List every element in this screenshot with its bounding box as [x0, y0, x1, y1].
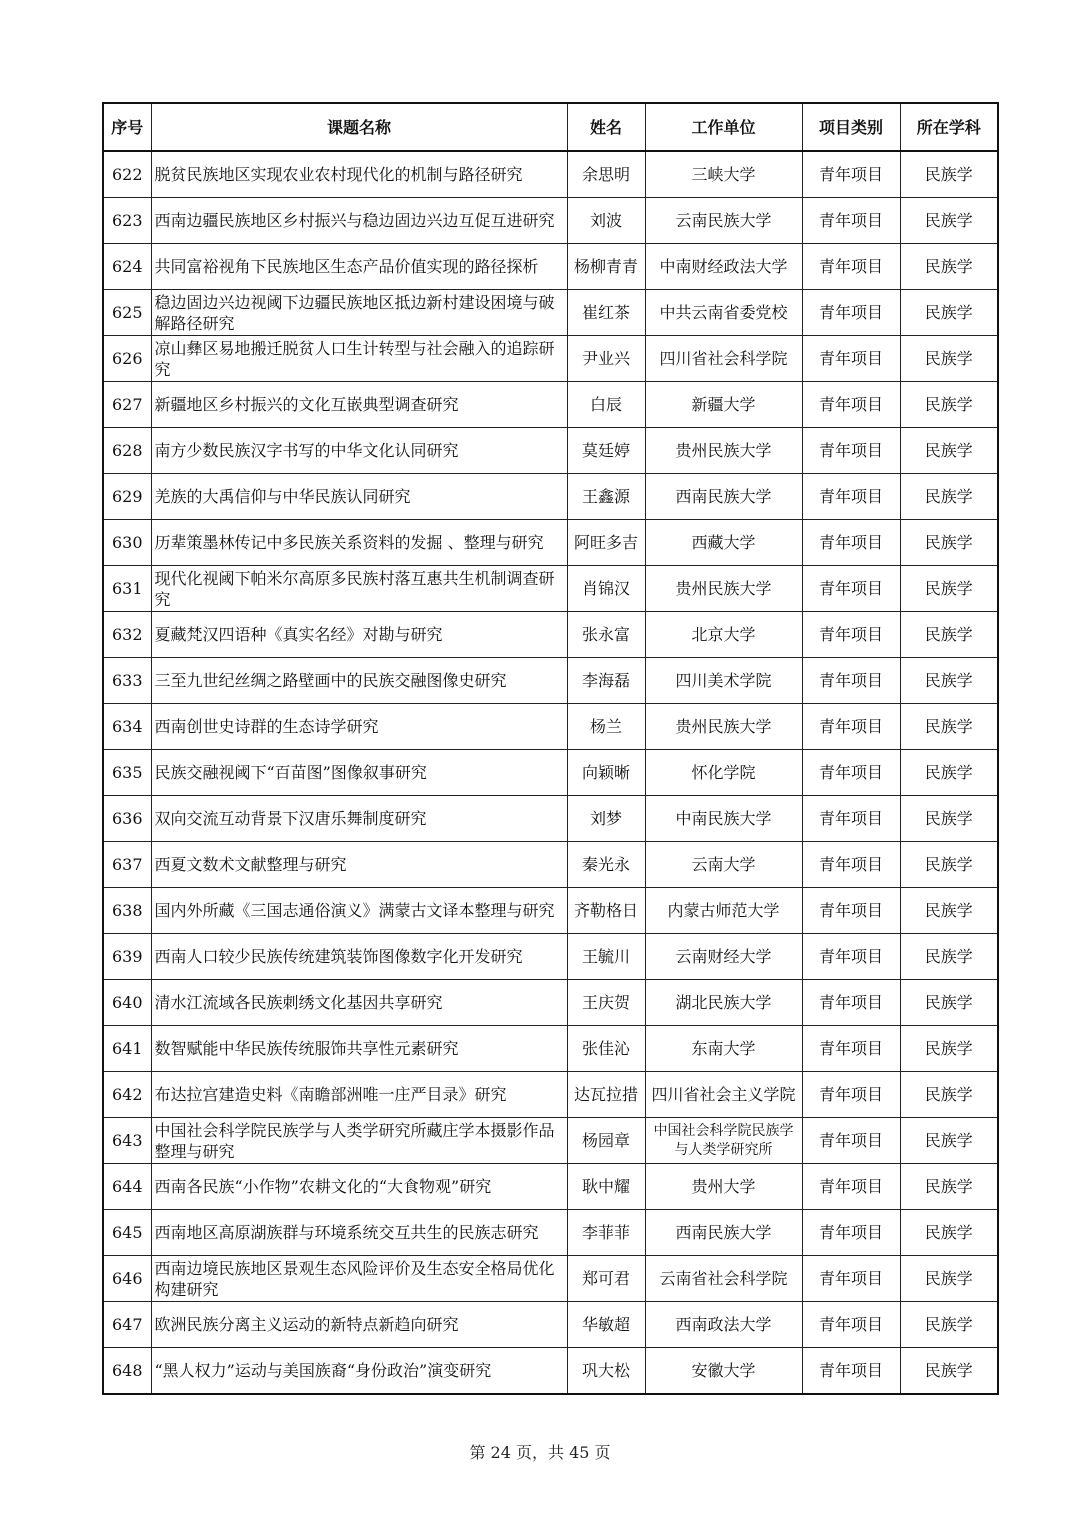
cell-unit: 中共云南省委党校: [645, 290, 802, 336]
cell-unit: 云南财经大学: [645, 934, 802, 980]
cell-name: 莫廷婷: [567, 428, 645, 474]
cell-title: “黑人权力”运动与美国族裔“身份政治”演变研究: [151, 1348, 567, 1395]
cell-title: 西南创世史诗群的生态诗学研究: [151, 704, 567, 750]
cell-no: 622: [103, 151, 151, 198]
cell-subject: 民族学: [900, 244, 998, 290]
cell-name: 李菲菲: [567, 1210, 645, 1256]
cell-subject: 民族学: [900, 1256, 998, 1302]
cell-title: 南方少数民族汉字书写的中华文化认同研究: [151, 428, 567, 474]
cell-no: 637: [103, 842, 151, 888]
table-row: [103, 796, 998, 842]
cell-name: 肖锦汉: [567, 566, 645, 612]
cell-no: 647: [103, 1302, 151, 1348]
table-row: [103, 1118, 998, 1164]
cell-unit: 西南民族大学: [645, 474, 802, 520]
cell-type: 青年项目: [802, 336, 900, 382]
project-table: [102, 102, 999, 1395]
cell-subject: 民族学: [900, 1026, 998, 1072]
cell-type: 青年项目: [802, 980, 900, 1026]
cell-type: 青年项目: [802, 750, 900, 796]
table-row: [103, 566, 998, 612]
table-row: [103, 428, 998, 474]
cell-name: 刘梦: [567, 796, 645, 842]
cell-name: 王庆贺: [567, 980, 645, 1026]
cell-subject: 民族学: [900, 658, 998, 704]
cell-name: 王毓川: [567, 934, 645, 980]
cell-name: 尹业兴: [567, 336, 645, 382]
cell-no: 636: [103, 796, 151, 842]
cell-title: 欧洲民族分离主义运动的新特点新趋向研究: [151, 1302, 567, 1348]
table-header: [103, 103, 998, 151]
cell-no: 629: [103, 474, 151, 520]
cell-unit: 贵州民族大学: [645, 428, 802, 474]
header-type: 项目类别: [802, 103, 900, 151]
cell-unit: 内蒙古师范大学: [645, 888, 802, 934]
cell-unit: 贵州民族大学: [645, 566, 802, 612]
table-row: [103, 198, 998, 244]
cell-no: 624: [103, 244, 151, 290]
cell-type: 青年项目: [802, 1072, 900, 1118]
cell-title: 西南边疆民族地区乡村振兴与稳边固边兴边互促互进研究: [151, 198, 567, 244]
cell-title: 西南各民族“小作物”农耕文化的“大食物观”研究: [151, 1164, 567, 1210]
cell-title: 西南边境民族地区景观生态风险评价及生态安全格局优化构建研究: [151, 1256, 567, 1302]
header-subject: 所在学科: [900, 103, 998, 151]
cell-subject: 民族学: [900, 612, 998, 658]
table-row: [103, 750, 998, 796]
cell-unit: 贵州民族大学: [645, 704, 802, 750]
table-row: [103, 1210, 998, 1256]
cell-unit: 湖北民族大学: [645, 980, 802, 1026]
cell-title: 西南地区高原湖族群与环境系统交互共生的民族志研究: [151, 1210, 567, 1256]
cell-unit: 云南大学: [645, 842, 802, 888]
cell-type: 青年项目: [802, 198, 900, 244]
cell-subject: 民族学: [900, 888, 998, 934]
cell-type: 青年项目: [802, 1210, 900, 1256]
cell-unit: 新疆大学: [645, 382, 802, 428]
table-row: [103, 1302, 998, 1348]
table-row: [103, 336, 998, 382]
cell-title: 脱贫民族地区实现农业农村现代化的机制与路径研究: [151, 151, 567, 198]
cell-name: 杨兰: [567, 704, 645, 750]
cell-no: 627: [103, 382, 151, 428]
cell-title: 三至九世纪丝绸之路壁画中的民族交融图像史研究: [151, 658, 567, 704]
cell-subject: 民族学: [900, 1164, 998, 1210]
table-row: [103, 1164, 998, 1210]
cell-no: 640: [103, 980, 151, 1026]
cell-name: 杨柳青青: [567, 244, 645, 290]
cell-name: 巩大松: [567, 1348, 645, 1395]
cell-subject: 民族学: [900, 566, 998, 612]
cell-type: 青年项目: [802, 934, 900, 980]
cell-subject: 民族学: [900, 750, 998, 796]
cell-subject: 民族学: [900, 290, 998, 336]
header-no: 序号: [103, 103, 151, 151]
cell-unit: 中国社会科学院民族学与人类学研究所: [645, 1118, 802, 1164]
table-row: [103, 520, 998, 566]
cell-type: 青年项目: [802, 244, 900, 290]
cell-no: 648: [103, 1348, 151, 1395]
cell-subject: 民族学: [900, 1072, 998, 1118]
cell-type: 青年项目: [802, 520, 900, 566]
cell-title: 布达拉宫建造史料《南瞻部洲唯一庄严目录》研究: [151, 1072, 567, 1118]
cell-subject: 民族学: [900, 934, 998, 980]
cell-name: 郑可君: [567, 1256, 645, 1302]
cell-type: 青年项目: [802, 1348, 900, 1395]
cell-no: 626: [103, 336, 151, 382]
cell-no: 633: [103, 658, 151, 704]
cell-subject: 民族学: [900, 980, 998, 1026]
header-unit: 工作单位: [645, 103, 802, 151]
cell-no: 638: [103, 888, 151, 934]
cell-no: 644: [103, 1164, 151, 1210]
table-row: [103, 888, 998, 934]
cell-type: 青年项目: [802, 1164, 900, 1210]
cell-type: 青年项目: [802, 888, 900, 934]
cell-title: 共同富裕视角下民族地区生态产品价值实现的路径探析: [151, 244, 567, 290]
cell-no: 631: [103, 566, 151, 612]
cell-name: 齐勒格日: [567, 888, 645, 934]
cell-subject: 民族学: [900, 796, 998, 842]
cell-unit: 怀化学院: [645, 750, 802, 796]
cell-unit: 四川美术学院: [645, 658, 802, 704]
cell-type: 青年项目: [802, 382, 900, 428]
cell-title: 现代化视阈下帕米尔高原多民族村落互惠共生机制调查研究: [151, 566, 567, 612]
cell-title: 清水江流域各民族刺绣文化基因共享研究: [151, 980, 567, 1026]
cell-name: 刘波: [567, 198, 645, 244]
cell-name: 达瓦拉措: [567, 1072, 645, 1118]
cell-title: 数智赋能中华民族传统服饰共享性元素研究: [151, 1026, 567, 1072]
header-title: 课题名称: [151, 103, 567, 151]
cell-name: 张佳沁: [567, 1026, 645, 1072]
cell-type: 青年项目: [802, 428, 900, 474]
cell-subject: 民族学: [900, 428, 998, 474]
cell-unit: 西藏大学: [645, 520, 802, 566]
cell-no: 630: [103, 520, 151, 566]
cell-type: 青年项目: [802, 658, 900, 704]
cell-subject: 民族学: [900, 1348, 998, 1395]
cell-type: 青年项目: [802, 842, 900, 888]
table-row: [103, 1348, 998, 1395]
cell-no: 634: [103, 704, 151, 750]
cell-type: 青年项目: [802, 1256, 900, 1302]
cell-unit: 贵州大学: [645, 1164, 802, 1210]
table-row: [103, 658, 998, 704]
cell-type: 青年项目: [802, 151, 900, 198]
table-row: [103, 1072, 998, 1118]
cell-no: 646: [103, 1256, 151, 1302]
cell-name: 余思明: [567, 151, 645, 198]
cell-name: 耿中耀: [567, 1164, 645, 1210]
table-row: [103, 290, 998, 336]
table-row: [103, 704, 998, 750]
cell-name: 白辰: [567, 382, 645, 428]
cell-subject: 民族学: [900, 520, 998, 566]
cell-type: 青年项目: [802, 796, 900, 842]
cell-name: 秦光永: [567, 842, 645, 888]
cell-type: 青年项目: [802, 474, 900, 520]
table-row: [103, 1026, 998, 1072]
table-row: [103, 244, 998, 290]
cell-title: 新疆地区乡村振兴的文化互嵌典型调查研究: [151, 382, 567, 428]
cell-title: 中国社会科学院民族学与人类学研究所藏庄学本摄影作品整理与研究: [151, 1118, 567, 1164]
cell-unit: 云南省社会科学院: [645, 1256, 802, 1302]
cell-name: 崔红茶: [567, 290, 645, 336]
cell-title: 西南人口较少民族传统建筑装饰图像数字化开发研究: [151, 934, 567, 980]
cell-title: 双向交流互动背景下汉唐乐舞制度研究: [151, 796, 567, 842]
cell-no: 641: [103, 1026, 151, 1072]
cell-subject: 民族学: [900, 151, 998, 198]
cell-no: 642: [103, 1072, 151, 1118]
cell-type: 青年项目: [802, 612, 900, 658]
cell-no: 643: [103, 1118, 151, 1164]
cell-type: 青年项目: [802, 566, 900, 612]
cell-title: 夏藏梵汉四语种《真实名经》对勘与研究: [151, 612, 567, 658]
cell-unit: 北京大学: [645, 612, 802, 658]
cell-subject: 民族学: [900, 198, 998, 244]
cell-no: 645: [103, 1210, 151, 1256]
cell-no: 639: [103, 934, 151, 980]
cell-subject: 民族学: [900, 336, 998, 382]
cell-name: 阿旺多吉: [567, 520, 645, 566]
cell-subject: 民族学: [900, 474, 998, 520]
cell-no: 623: [103, 198, 151, 244]
table-row: [103, 151, 998, 198]
cell-subject: 民族学: [900, 704, 998, 750]
cell-type: 青年项目: [802, 1302, 900, 1348]
table-row: [103, 842, 998, 888]
cell-type: 青年项目: [802, 1118, 900, 1164]
cell-type: 青年项目: [802, 1026, 900, 1072]
cell-unit: 西南民族大学: [645, 1210, 802, 1256]
cell-name: 杨园章: [567, 1118, 645, 1164]
cell-unit: 四川省社会主义学院: [645, 1072, 802, 1118]
table-row: [103, 1256, 998, 1302]
cell-title: 西夏文数术文献整理与研究: [151, 842, 567, 888]
table-body: [103, 151, 998, 1394]
cell-subject: 民族学: [900, 842, 998, 888]
cell-subject: 民族学: [900, 1302, 998, 1348]
table-row: [103, 934, 998, 980]
cell-type: 青年项目: [802, 290, 900, 336]
table-row: [103, 980, 998, 1026]
cell-name: 王鑫源: [567, 474, 645, 520]
cell-no: 635: [103, 750, 151, 796]
cell-title: 稳边固边兴边视阈下边疆民族地区抵边新村建设困境与破解路径研究: [151, 290, 567, 336]
cell-unit: 东南大学: [645, 1026, 802, 1072]
cell-name: 李海磊: [567, 658, 645, 704]
page-number: 第 24 页，共 45 页: [469, 1443, 611, 1462]
cell-no: 632: [103, 612, 151, 658]
header-row: [103, 103, 998, 151]
header-name: 姓名: [567, 103, 645, 151]
cell-name: 向颖晰: [567, 750, 645, 796]
cell-unit: 中南民族大学: [645, 796, 802, 842]
cell-no: 625: [103, 290, 151, 336]
table-row: [103, 474, 998, 520]
cell-title: 凉山彝区易地搬迁脱贫人口生计转型与社会融入的追踪研究: [151, 336, 567, 382]
table-row: [103, 382, 998, 428]
cell-title: 国内外所藏《三国志通俗演义》满蒙古文译本整理与研究: [151, 888, 567, 934]
cell-subject: 民族学: [900, 382, 998, 428]
cell-unit: 中南财经政法大学: [645, 244, 802, 290]
cell-title: 民族交融视阈下“百苗图”图像叙事研究: [151, 750, 567, 796]
cell-type: 青年项目: [802, 704, 900, 750]
cell-subject: 民族学: [900, 1118, 998, 1164]
cell-unit: 安徽大学: [645, 1348, 802, 1395]
table-row: [103, 612, 998, 658]
cell-unit: 西南政法大学: [645, 1302, 802, 1348]
cell-title: 羌族的大禹信仰与中华民族认同研究: [151, 474, 567, 520]
cell-unit: 三峡大学: [645, 151, 802, 198]
cell-subject: 民族学: [900, 1210, 998, 1256]
cell-unit: 云南民族大学: [645, 198, 802, 244]
cell-name: 张永富: [567, 612, 645, 658]
cell-title: 历辈策墨林传记中多民族关系资料的发掘 、整理与研究: [151, 520, 567, 566]
cell-name: 华敏超: [567, 1302, 645, 1348]
cell-unit: 四川省社会科学院: [645, 336, 802, 382]
cell-no: 628: [103, 428, 151, 474]
